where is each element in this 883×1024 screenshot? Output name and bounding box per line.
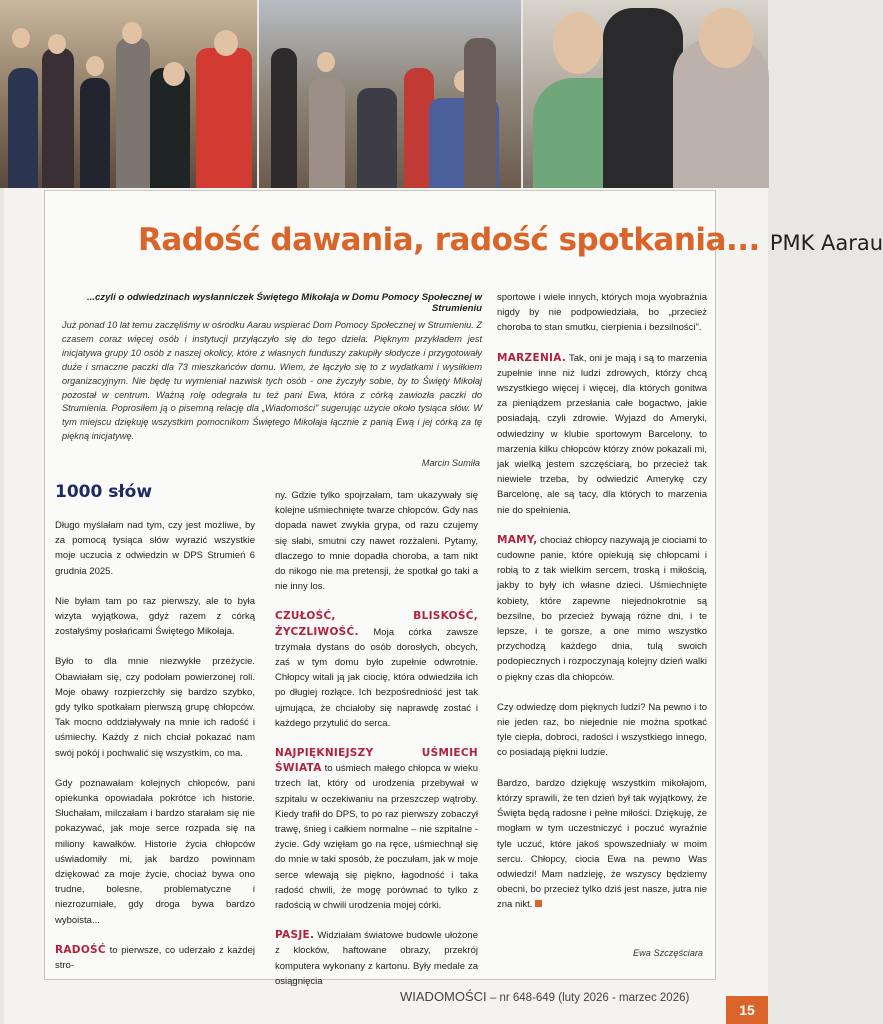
- end-mark-icon: [535, 900, 542, 907]
- paragraph-label: MARZENIA.: [497, 351, 567, 364]
- paragraph-label: NAJPIĘKNIEJSZY UŚMIECH ŚWIATA: [275, 747, 478, 775]
- paragraph: Czy odwiedzę dom pięknych ludzi? Na pewno i to nie jeden raz, bo niejednie nie można spotkać tyle ciepła, dobroci, radości i wszystkiego innego, co posiadają piękni ludzie.: [497, 701, 707, 759]
- text-column-3: [497, 290, 707, 928]
- paragraph-text: Moja córka zawsze trzymała dystans do osób dorosłych, obcych, zaś w tym domu było zupełnie odwrotnie. Chłopcy witali ją jak ciocię, która odwiedziła ich po długiej rozłące. Ich bezpośredniość jest tak ujmująca, że chciałoby się naprawdę zostać i każdego przytulić do serca.: [275, 626, 478, 729]
- group-photo-center: [259, 0, 520, 188]
- intro-signature: Marcin Sumiła: [421, 458, 480, 468]
- paragraph: [275, 609, 478, 731]
- paragraph: Gdy poznawałam kolejnych chłopców, pani opiekunka opowiadała pokrótce ich historie. Słuchałam, milczałam i bardzo starałam się nie pokazywać, jak moje serce rozpada się na miliony kawałków. Historie życia chłopców uświadomiły mi, jak bardzo powinnam dziękować za moje życie, chociaż bywa ono trudne, bolesne, problematyczne i niezrozumiałe, gdy droga bywa bardzo wyboista...: [55, 777, 255, 926]
- text-column-1: [55, 518, 255, 988]
- paragraph: [275, 746, 478, 913]
- paragraph-text: Widziałam światowe budowle ułożone z klocków, haftowane obrazy, przekrój komputera wykonany z kartonu. Były medale za osiągnięcia: [275, 930, 478, 987]
- title-main: Radość dawania, radość spotkania...: [138, 222, 760, 258]
- paragraph: [497, 533, 707, 685]
- paragraph-text: chociaż chłopcy nazywają je ciociami to cudowne panie, które opiekują się chłopcami i robią to z tak wielkim sercem, troską i miłością, jakby to były ich własne dzieci. Uśmiechnięte kobiety, które zapewne niejednokrotnie są bezsilne, bo przecież bywają różne dni, i te lepsze, i te gorsze, a one mimo wszystko przychodzą każdego dnia, tulą swoich podopiecznych i rozpoczynają kolejny dzień walki o piękny czas dla chłopców.: [497, 534, 707, 683]
- group-photo-left: [0, 0, 257, 188]
- author-signature: Ewa Szczęściara: [633, 948, 703, 958]
- paragraph: [497, 776, 707, 913]
- paragraph-text: to pierwsze, co uderzało z każdej stro-: [55, 944, 255, 972]
- issue-info: – nr 648-649 (luty 2026 - marzec 2026): [486, 992, 690, 1004]
- paragraph: [55, 943, 255, 973]
- paragraph: Długo myślałam nad tym, czy jest możliwe, by za pomocą tysiąca słów wyrazić wszystkie moje uczucia z odwiedzin w DPS Strumień 6 grudnia 2025.: [55, 520, 255, 577]
- page-number: 15: [726, 996, 768, 1024]
- paragraph: Było to dla mnie niezwykłe przeżycie. Obawiałam się, czy podołam powierzonej roli. Moje obawy rozpierzchły się bardzo szybko, gdy tylko spotkałam pierwszą grupę chłopców. Tak mocno oddziaływały na mnie ich radość i uśmiechy. Każdy z nich chciał pokazać nam swój pokój i pochwalić się wszystkim, co ma.: [55, 656, 255, 759]
- section-heading: 1000 słów: [55, 482, 153, 502]
- page-footer: [400, 989, 689, 1004]
- article-intro: Już ponad 10 lat temu zaczęliśmy w ośrodku Aarau wspierać Dom Pomocy Społecznej w Strumieniu. Z czasem coraz więcej osób i instytucji przyłączyło się do tego dzieła. Pięknym przykładem jest inicjatywa grupy 10 osób z naszej okolicy, które z własnych funduszy zakupiły słodycze i przygotowały duże i smaczne paczki dla 73 mieszkańców domu. Wiem, że łączyło się to z wydatkami i wysiłkiem organizacyjnym. Nie będę tu wymieniał nazwisk tych osób - one życzyły sobie, by to Święty Mikołaj pozostał w centrum. Ważną rolę odegrała tu też pani Ewa, która z córką zawiozła paczki do Strumienia. Poprosiłem ją o pisemną relację dla „Wiadomości" sugerując użycie około tysiąca słów. W tym miejscu dziękuję wszystkim pomocnikom Świętego Mikołaja łącznie z panią Ewą i jej córką za tę piękną inicjatywę.: [62, 320, 482, 442]
- text-column-2: [275, 488, 478, 1004]
- title-tag: PMK Aarau: [769, 231, 883, 255]
- paragraph: [497, 351, 707, 518]
- paragraph-text: Bardzo, bardzo dziękuję wszystkim mikołajom, którzy sprawili, że ten dzień był tak wyjątkowy, że Święta będą radosne i pełne miłości. Dziękuję, że mogłam w tym uczestniczyć i poczuć wyraźnie tyle uczuć, które jakoś spowszedniały w moim sercu. Chłopcy, ciocia Ewa na pewno Was odwiedzi! Mam nadzieję, że wszyscy będziemy obecni, bo przecież tylko dziś jest nasze, jutra nie zna nikt.: [497, 777, 707, 911]
- photo-strip: [0, 0, 768, 188]
- paragraph: ny. Gdzie tylko spojrzałam, tam ukazywały się kolejne uśmiechnięte twarze chłopców. Gdy nas dopada nawet zwykła grypa, od razu czujemy się słabi, smutni czy nawet rozżaleni. Pytamy, dlaczego to mnie dopadła choroba, a tam nikt do nikogo nie ma pretensji, że spotkał go taki a nie inny los.: [275, 490, 478, 593]
- paragraph-label: PASJE.: [275, 929, 315, 942]
- article-title: [138, 222, 883, 258]
- paragraph: [275, 928, 478, 989]
- paragraph-text: Tak, oni je mają i są to marzenia zupełnie inne niż ludzi zdrowych, którzy chcą wszystkiego więcej i więcej, dla których gonitwa za pieniądzem przesłania całe bogactwo, jakie posiadają, czyli zdrowie. Wyjazd do Ameryki, odwiedziny w klubie sportowym Barcelony, to marzenia kilku chłopców którzy znów pokazali mi, jak wielką jestem szczęściarą, bo przecież tak niewiele trzeba, by odwiedzić Amerykę czy Barcelonę, ale są tacy, dla których to marzenia nie do spełnienia.: [497, 352, 707, 516]
- paragraph-label: MAMY,: [497, 533, 538, 546]
- paragraph: Nie byłam tam po raz pierwszy, ale to była wizyta wyjątkowa, gdyż razem z córką zostałyśmy posłańcami Świętego Mikołaja.: [55, 595, 255, 638]
- article-subtitle: ...czyli o odwiedzinach wysłanniczek Świętego Mikołaja w Domu Pomocy Społecznej w Strumieniu: [86, 292, 482, 314]
- paragraph-text: to uśmiech małego chłopca w wieku trzech lat, który od urodzenia przebywał w szpitalu w oczekiwaniu na przeszczep wątroby. Kiedy trafił do DPS, to po raz pierwszy zobaczył trawę, śnieg i całkiem normalne – nie szpitalne - życie. Gdy wzięłam go na ręce, uśmiechnął się do mnie w taki sposób, że poczułam, jak w moje serce wlewają się piękno, łagodność i taka radość chwili, że mogę porównać to tylko z radością w chwili urodzenia mojej córki.: [275, 763, 478, 912]
- paragraph: sportowe i wiele innych, których moja wyobraźnia nigdy by nie podpowiedziała, bo „przecież choroba to stan smutku, cierpienia i bezsilności".: [497, 292, 707, 334]
- paragraph-label: RADOŚĆ: [55, 943, 106, 956]
- group-photo-right: [523, 0, 768, 188]
- paragraph-label: CZUŁOŚĆ, BLISKOŚĆ, ŻYCZLIWOŚĆ.: [275, 610, 478, 638]
- magazine-name: WIADOMOŚCI: [400, 989, 487, 1004]
